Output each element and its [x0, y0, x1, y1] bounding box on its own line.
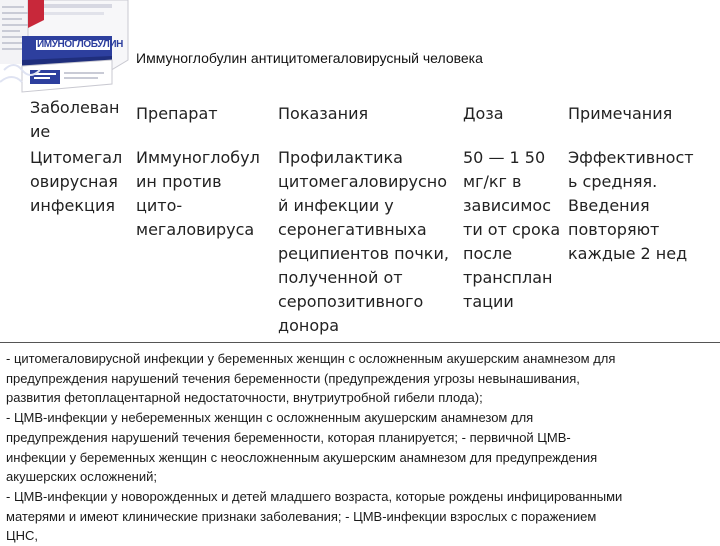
document-title: Иммуноглобулин антицитомегаловирусный человека: [136, 50, 483, 66]
indications-notes: - цитомегаловирусной инфекции у беременных женщин с осложненным акушерским анамнезом для предупреждения нарушений течения беременности (предупреждения угрозы невынашивания, развития фетоплацентарной недостаточности, внутриутробной гибели плода); - ЦМВ-инфекции у небеременных женщин с осложненным акушерским анамнезом для предупреждения нарушений течения беременности, которая планируется; - первичной ЦМВ- инфекции у беременных женщин с неосложненным акушерским анамнезом для предупреждения акушерских осложнений; - ЦМВ-инфекции у новорожденных и детей младшего возраста, которые рождены инфицированными матерями и имеют клинические признаки заболевания; - ЦМВ-инфекции взрослых с поражением ЦНС,: [6, 351, 623, 544]
cell-disease: Цитомегал овирусная инфекция: [30, 148, 123, 215]
cell-dose: 50 — 1 50 мг/кг в зависимос ти от срока после трансплан тации: [463, 148, 561, 311]
cell-notes: Эффективност ь средняя. Введения повторяют каждые 2 нед: [568, 148, 694, 263]
header-dose: Доза: [463, 104, 504, 123]
header-drug: Препарат: [136, 104, 218, 123]
header-indications: Показания: [278, 104, 369, 123]
product-logo-text: ИМУНОГЛОБУЛИН: [37, 39, 123, 50]
header-disease: Заболеван ие: [30, 98, 120, 141]
section-divider: [0, 342, 720, 343]
cell-indications: Профилактика цитомегаловирусно й инфекции у серонегативныха реципиентов почки, полученной от серопозитивного донора: [278, 148, 449, 335]
cell-drug: Иммуноглобул ин против цито- мегаловируса: [136, 148, 260, 239]
header-notes: Примечания: [568, 104, 673, 123]
